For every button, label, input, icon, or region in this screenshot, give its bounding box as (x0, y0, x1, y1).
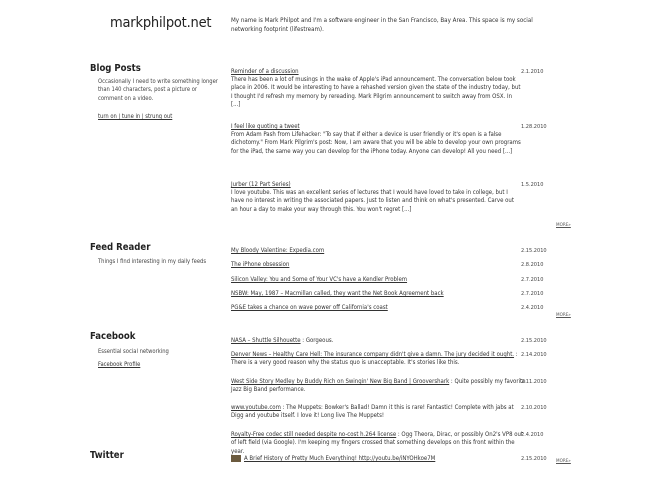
facebook-item (231, 378, 526, 395)
blog-post (231, 181, 521, 214)
facebook-more-link[interactable]: MORE» (556, 459, 571, 464)
facebook-item-comment: : Ogg Theora, Dirac, or possibly On2's VP8 out of left field (via Google). I'm keeping my fingers crossed that something develops on this front within the year. (231, 431, 524, 455)
feed-item-link[interactable]: Silicon Valley: You and Some of Your VC's have a Kendler Problem (231, 276, 408, 283)
feed-reader-description: Things I find interesting in my daily feeds (98, 259, 207, 265)
facebook-item-date: 2.15.2010 (521, 338, 547, 344)
blog-post-body: There has been a lot of musings in the wake of Apple's iPad announcement. The conversation below took place in 2006. It would be interesting to have a rehashed version given the state of the industry today, but I thought I'd refresh my memory by rereading. Mark Pilgrim announcement to switch away from OSX. In [...] (231, 76, 521, 109)
facebook-item (231, 337, 526, 345)
blog-post-title[interactable]: Jurber (12 Part Series) (231, 181, 291, 188)
feed-item-link[interactable]: PG&E takes a chance on wave power off California's coast (231, 304, 388, 311)
twitter-item-date: 2.15.2010 (521, 456, 547, 462)
twitter-avatar (231, 455, 241, 462)
feed-item (231, 276, 526, 284)
blog-post-date: 1.28.2010 (521, 124, 547, 130)
facebook-item-link[interactable]: www.youtube.com (231, 404, 281, 411)
blog-post-body: From Adam Pash from Lifehacker: "To say that if either a device is user friendly or it's open is a false dichotomy." From Mark Pilgrim's post: Now, I am aware that you will be able to develop your own programs for the iPad, the same way you can develop for the iPhone today. Anyone can develop! All you need [...] (231, 131, 521, 155)
facebook-item (231, 404, 526, 421)
facebook-description: Essential social networking (98, 349, 169, 355)
feed-item-link[interactable]: My Bloody Valentine: Expedia.com (231, 247, 325, 254)
site-title[interactable]: markphilpot.net (110, 15, 212, 31)
feed-reader-heading: Feed Reader (90, 242, 151, 253)
feed-item-date: 2.7.2010 (521, 277, 544, 283)
facebook-item-date: 2.10.2010 (521, 405, 547, 411)
feed-item-link[interactable]: NSBW: May, 1987 – Macmillan called, they want the Net Book Agreement back (231, 290, 444, 297)
blog-post-body: I love youtube. This was an excellent series of lectures that I would have loved to take in college, but I have no interest in writing the associated papers. Just to listen and think on what's presented. Carve out an hour a day to make your way through this. You won't regret [...] (231, 189, 514, 213)
feed-item (231, 304, 526, 312)
facebook-item-comment: : Gorgeous. (300, 337, 334, 344)
feed-item-date: 2.8.2010 (521, 262, 544, 268)
facebook-profile-link[interactable]: Facebook Profile (98, 362, 141, 368)
feed-item (231, 261, 526, 269)
feed-more-link[interactable]: MORE» (556, 313, 571, 318)
blog-post (231, 68, 521, 110)
blog-post-title[interactable]: Reminder of a discussion (231, 68, 299, 75)
facebook-item-link[interactable]: West Side Story Medley by Buddy Rich on Swingin' New Big Band | Groovershark (231, 378, 450, 385)
facebook-item-link[interactable]: Royalty-Free codec still needed despite no-cost h.264 license (231, 431, 397, 438)
twitter-item (231, 455, 526, 463)
facebook-item-date: 2.14.2010 (521, 352, 547, 358)
feed-item-date: 2.4.2010 (521, 305, 544, 311)
site-intro: My name is Mark Philpot and I'm a software engineer in the San Francisco, Bay Area. This space is my social networking footprint (lifestream). (231, 17, 533, 34)
blog-post-title[interactable]: I feel like quoting a tweet (231, 123, 300, 130)
blog-post (231, 123, 521, 156)
feed-item (231, 290, 526, 298)
twitter-item-link[interactable]: A Brief History of Pretty Much Everything! http://youtu.be/iNYOHkoe7M (244, 455, 436, 462)
facebook-item-comment: : The Muppets: Bowker's Ballad! Damn it this is rare! Fantastic! Complete with jabs at Digg and youtube itself. I love it! Long live The Muppets! (231, 404, 514, 420)
facebook-item-date: 2.11.2010 (521, 379, 547, 385)
facebook-item-date: 2.4.2010 (521, 432, 544, 438)
blog-posts-description: Occasionally I need to write something longer than 140 characters, post a picture or comment on a video. (98, 79, 218, 102)
feed-item-link[interactable]: The iPhone obsession (231, 261, 290, 268)
facebook-item (231, 351, 526, 368)
blog-posts-heading: Blog Posts (90, 63, 141, 74)
facebook-heading: Facebook (90, 331, 136, 342)
twitter-heading: Twitter (90, 450, 124, 461)
feed-item (231, 247, 526, 255)
facebook-item-comment: : There is a very good reason why the status quo is unacceptable. It's stories like this. (231, 351, 518, 367)
feed-item-date: 2.15.2010 (521, 248, 547, 254)
facebook-item-link[interactable]: Denver News – Healthy Care Hell: The insurance company didn't give a damn. The jury decided it ought. (231, 351, 515, 358)
feed-item-date: 2.7.2010 (521, 291, 544, 297)
blog-side-link[interactable]: turn on | tune in | strung out (98, 114, 173, 120)
facebook-item (231, 431, 526, 456)
blog-more-link[interactable]: MORE» (556, 223, 571, 228)
blog-post-date: 1.5.2010 (521, 182, 544, 188)
blog-post-date: 2.1.2010 (521, 69, 544, 75)
facebook-item-link[interactable]: NASA – Shuttle Silhouette (231, 337, 301, 344)
facebook-item-comment: : Quite possibly my favorite Jazz Big Band performance. (231, 378, 526, 394)
